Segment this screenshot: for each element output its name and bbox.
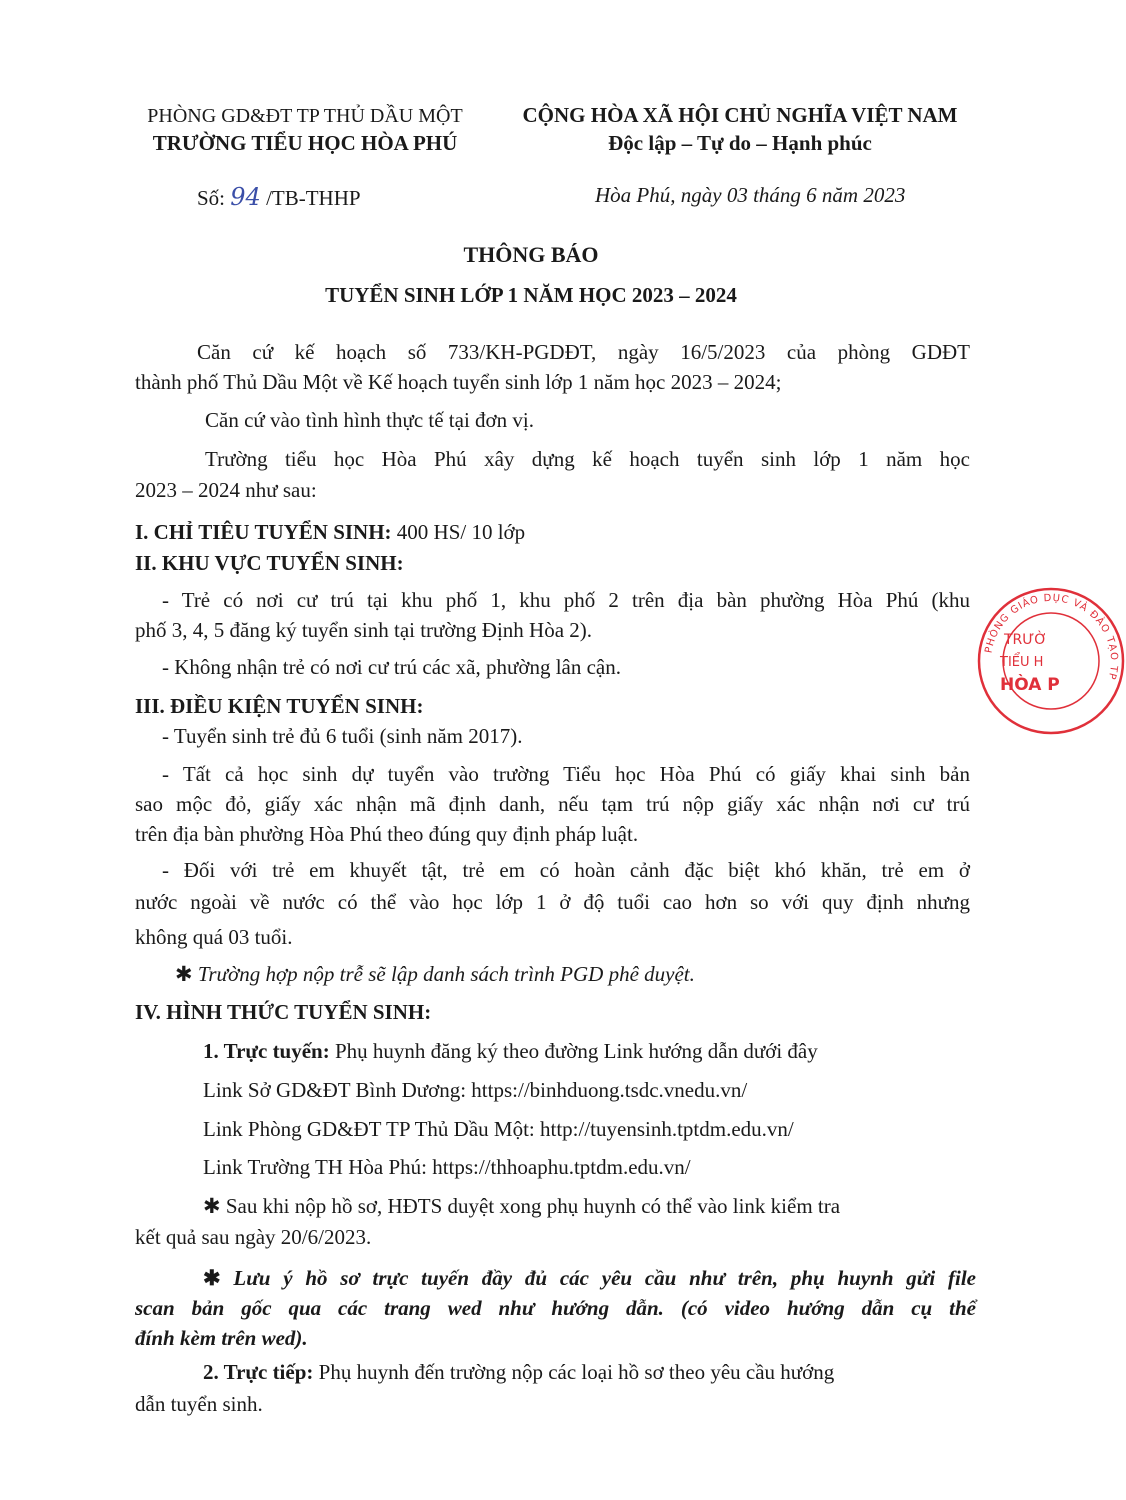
direct-method-label: 2. Trực tiếp: <box>203 1360 314 1384</box>
link-city-education-office: Link Phòng GD&ĐT TP Thủ Dầu Một: http://tuyensinh.tptdm.edu.vn/ <box>203 1117 794 1141</box>
section-2-item-1-line-1: - Trẻ có nơi cư trú tại khu phố 1, khu phố 2 trên địa bàn phường Hòa Phú (khu <box>162 588 970 612</box>
note-line-2: scan bản gốc qua các trang wed như hướng dẫn. (có video hướng dẫn cụ thể <box>135 1296 976 1320</box>
after-submission-line-2: kết quả sau ngày 20/6/2023. <box>135 1225 372 1249</box>
section-1-heading: I. CHỈ TIÊU TUYỂN SINH: <box>135 520 392 544</box>
direct-method-line-1 <box>203 1360 834 1385</box>
section-3-item-2-line-1: - Tất cả học sinh dự tuyển vào trường Tiểu học Hòa Phú có giấy khai sinh bản <box>162 762 970 786</box>
department-name: PHÒNG GD&ĐT TP THỦ DẦU MỘT <box>147 105 463 127</box>
country-name: CỘNG HÒA XÃ HỘI CHỦ NGHĨA VIỆT NAM <box>522 103 958 127</box>
official-stamp <box>976 586 1126 736</box>
section-3-note-text: Trường hợp nộp trễ sẽ lập danh sách trình PGD phê duyệt. <box>197 962 695 986</box>
stamp-ring-text: PHÒNG GIÁO DỤC VÀ ĐÀO TẠO TP <box>983 592 1120 682</box>
intro-paragraph-3-line-2: 2023 – 2024 như sau: <box>135 478 317 502</box>
direct-method-text: Phụ huynh đến trường nộp các loại hồ sơ theo yêu cầu hướng <box>313 1360 835 1384</box>
section-3-item-3-line-1: - Đối với trẻ em khuyết tật, trẻ em có hoàn cảnh đặc biệt khó khăn, trẻ em ở <box>162 858 970 882</box>
section-3-item-3-line-2: nước ngoài về nước có thể vào học lớp 1 ở độ tuổi cao hơn so với quy định nhưng <box>135 890 970 914</box>
intro-paragraph-1-line-1: Căn cứ kế hoạch số 733/KH-PGDĐT, ngày 16/5/2023 của phòng GDĐT <box>197 340 970 364</box>
section-3-heading: III. ĐIỀU KIỆN TUYỂN SINH: <box>135 694 424 718</box>
section-3-note <box>175 962 695 987</box>
after-submission-line-1 <box>203 1194 840 1219</box>
section-2-heading: II. KHU VỰC TUYỂN SINH: <box>135 551 404 575</box>
stamp-line-3: HÒA P <box>1000 675 1060 695</box>
motto: Độc lập – Tự do – Hạnh phúc <box>608 131 872 155</box>
issue-date: Hòa Phú, ngày 03 tháng 6 năm 2023 <box>595 183 906 207</box>
document-subtitle: TUYỂN SINH LỚP 1 NĂM HỌC 2023 – 2024 <box>325 283 737 307</box>
online-method-text: Phụ huynh đăng ký theo đường Link hướng dẫn dưới đây <box>329 1039 818 1063</box>
intro-paragraph-1-line-2: thành phố Thủ Dầu Một về Kế hoạch tuyển sinh lớp 1 năm học 2023 – 2024; <box>135 370 782 394</box>
section-2-item-2: - Không nhận trẻ có nơi cư trú các xã, phường lân cận. <box>162 655 621 679</box>
stamp-line-1: TRƯỜ <box>1004 632 1048 648</box>
document-title: THÔNG BÁO <box>463 242 599 267</box>
number-code: /TB-THHP <box>266 186 361 210</box>
link-school: Link Trường TH Hòa Phú: https://thhoaphu.tptdm.edu.vn/ <box>203 1155 691 1179</box>
direct-method-line-2: dẫn tuyển sinh. <box>135 1392 263 1416</box>
section-3-item-2-line-2: sao mộc đỏ, giấy xác nhận mã định danh, nếu tạm trú nộp giấy xác nhận nơi cư trú <box>135 792 970 816</box>
note-line-3: đính kèm trên wed). <box>135 1326 308 1350</box>
section-2-item-1-line-2: phố 3, 4, 5 đăng ký tuyển sinh tại trường Định Hòa 2). <box>135 618 593 642</box>
section-1-value: 400 HS/ 10 lớp <box>391 520 526 544</box>
section-3-item-3-line-3: không quá 03 tuổi. <box>135 925 293 949</box>
intro-paragraph-3-line-1: Trường tiểu học Hòa Phú xây dựng kế hoạch tuyển sinh lớp 1 năm học <box>205 447 970 471</box>
asterisk-icon: ✱ <box>175 962 198 986</box>
section-3-item-2-line-3: trên địa bàn phường Hòa Phú theo đúng quy định pháp luật. <box>135 822 639 846</box>
after-submission-text: Sau khi nộp hồ sơ, HĐTS duyệt xong phụ huynh có thể vào link kiểm tra <box>225 1194 841 1218</box>
intro-paragraph-2: Căn cứ vào tình hình thực tế tại đơn vị. <box>205 408 534 432</box>
link-department-of-education: Link Sở GD&ĐT Bình Dương: https://binhduong.tsdc.vnedu.vn/ <box>203 1078 748 1102</box>
online-method-label: 1. Trực tuyến: <box>203 1039 330 1063</box>
online-method <box>203 1039 818 1064</box>
stamp-line-2: TIỂU H <box>1000 655 1044 670</box>
number-label: Số: <box>197 186 226 210</box>
note-line-1-text: Lưu ý hồ sơ trực tuyến đầy đủ các yêu cầu như trên, phụ huynh gửi file <box>233 1266 976 1290</box>
section-1 <box>135 520 525 545</box>
section-4-heading: IV. HÌNH THỨC TUYỂN SINH: <box>135 1000 432 1024</box>
note-line-1 <box>203 1266 976 1291</box>
handwritten-number: 94 <box>230 183 261 211</box>
section-3-item-1: - Tuyển sinh trẻ đủ 6 tuổi (sinh năm 2017). <box>162 724 523 748</box>
school-name: TRƯỜNG TIỂU HỌC HÒA PHÚ <box>152 131 458 155</box>
document-number <box>197 183 361 212</box>
asterisk-icon: ✱ <box>203 1266 234 1290</box>
asterisk-icon: ✱ <box>203 1194 226 1218</box>
